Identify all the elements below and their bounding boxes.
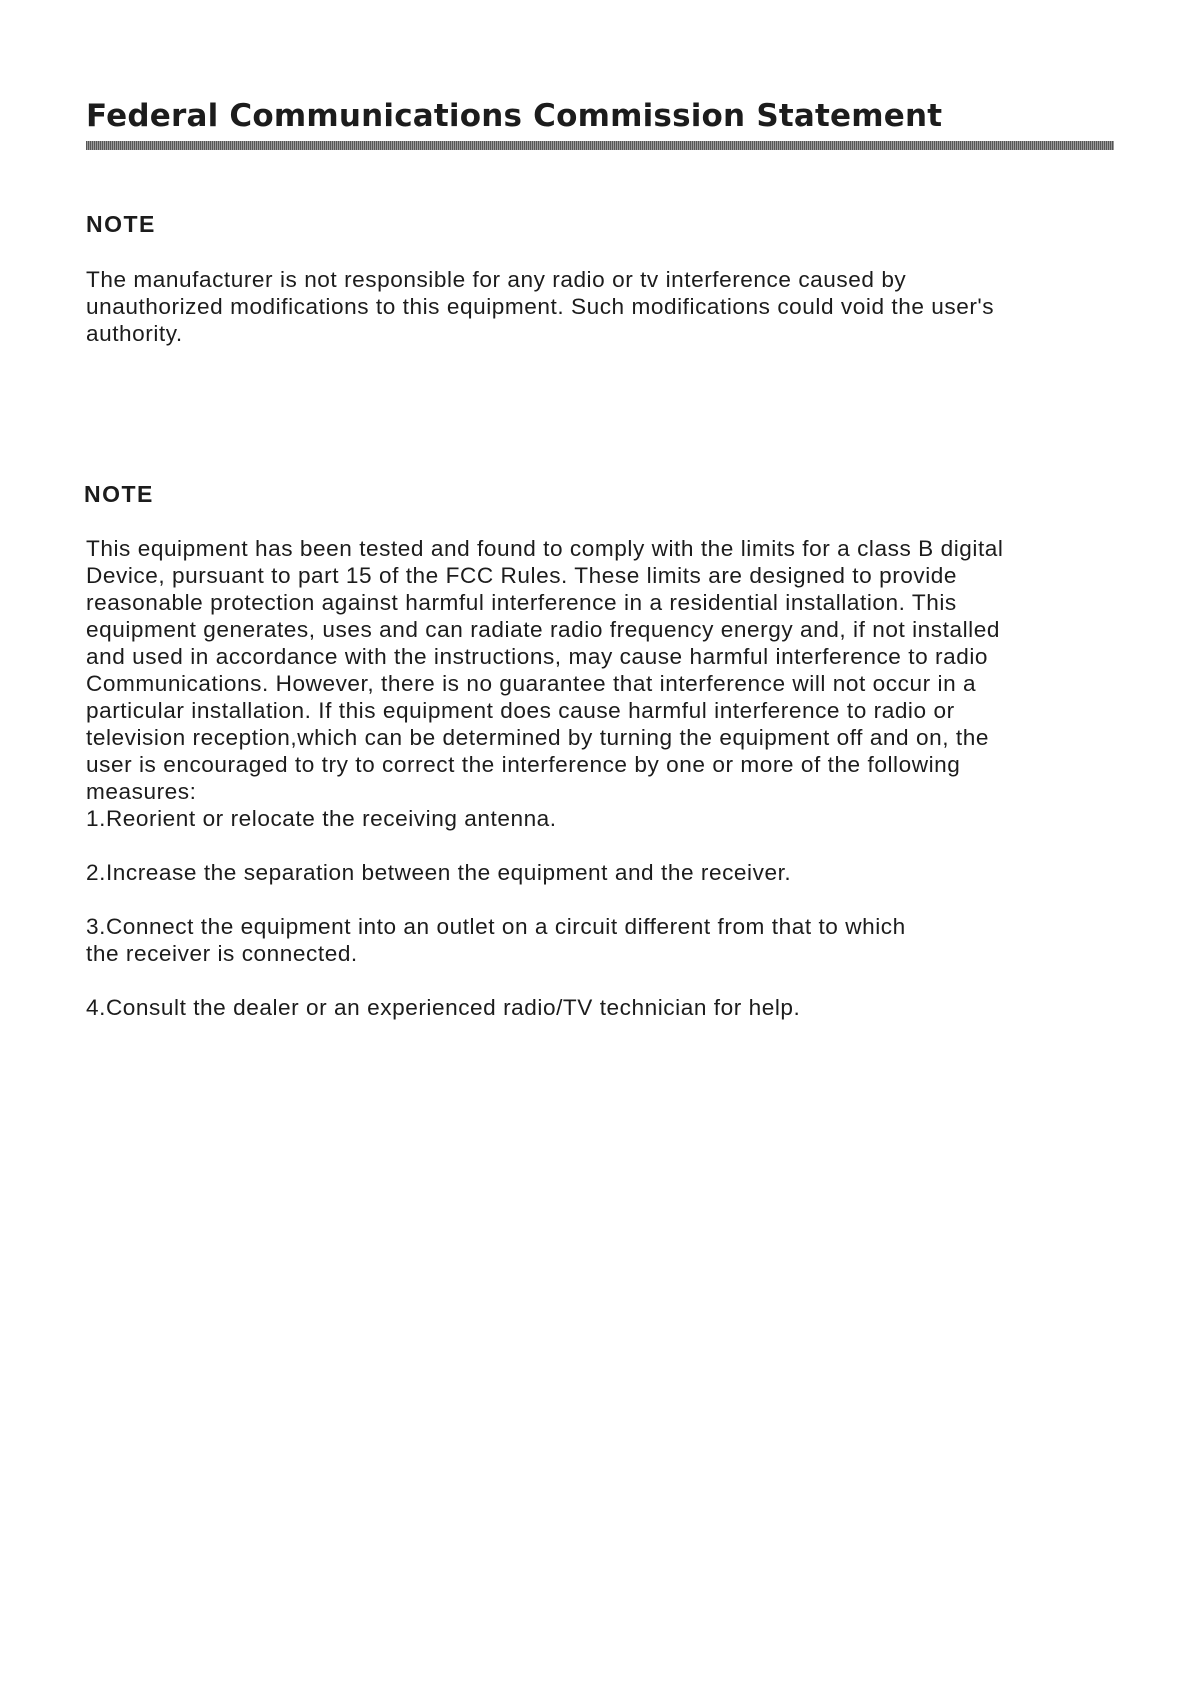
measure-item-2 xyxy=(86,859,791,886)
paragraph-line: measures: xyxy=(86,779,197,804)
paragraph-line: The manufacturer is not responsible for any radio or tv interference caused by xyxy=(86,267,907,292)
note-heading-2: NOTE xyxy=(84,481,154,507)
measure-item-4 xyxy=(86,994,800,1021)
measure-item-1 xyxy=(86,805,557,832)
note-heading-1: NOTE xyxy=(86,211,156,237)
paragraph-line: authority. xyxy=(86,321,183,346)
measure-line: 1.Reorient or relocate the receiving antenna. xyxy=(86,806,557,831)
paragraph-line: and used in accordance with the instructions, may cause harmful interference to radio xyxy=(86,644,989,669)
paragraph-line: This equipment has been tested and found to comply with the limits for a class B digital xyxy=(86,536,1004,561)
measure-line: 2.Increase the separation between the equipment and the receiver. xyxy=(86,860,792,885)
paragraph-line: Device, pursuant to part 15 of the FCC Rules. These limits are designed to provide xyxy=(86,563,958,588)
paragraph-line: user is encouraged to try to correct the interference by one or more of the following xyxy=(86,752,961,777)
paragraph-line: reasonable protection against harmful interference in a residential installation. This xyxy=(86,590,957,615)
paragraph-line: television reception,which can be determined by turning the equipment off and on, the xyxy=(86,725,989,750)
note-2-paragraph xyxy=(86,535,1136,805)
paragraph-line: unauthorized modifications to this equipment. Such modifications could void the user's xyxy=(86,294,995,319)
paragraph-line: particular installation. If this equipment does cause harmful interference to radio or xyxy=(86,698,955,723)
measure-line: the receiver is connected. xyxy=(86,941,358,966)
measure-line: 4.Consult the dealer or an experienced radio/TV technician for help. xyxy=(86,995,801,1020)
note-1-paragraph xyxy=(86,266,1136,347)
paragraph-line: equipment generates, uses and can radiate radio frequency energy and, if not installed xyxy=(86,617,1000,642)
paragraph-line: Communications. However, there is no guarantee that interference will not occur in a xyxy=(86,671,977,696)
measure-line: 3.Connect the equipment into an outlet on a circuit different from that to which xyxy=(86,914,906,939)
page-title: Federal Communications Commission Statement xyxy=(86,98,943,134)
title-rule xyxy=(86,141,1114,150)
measure-item-3 xyxy=(86,913,906,967)
